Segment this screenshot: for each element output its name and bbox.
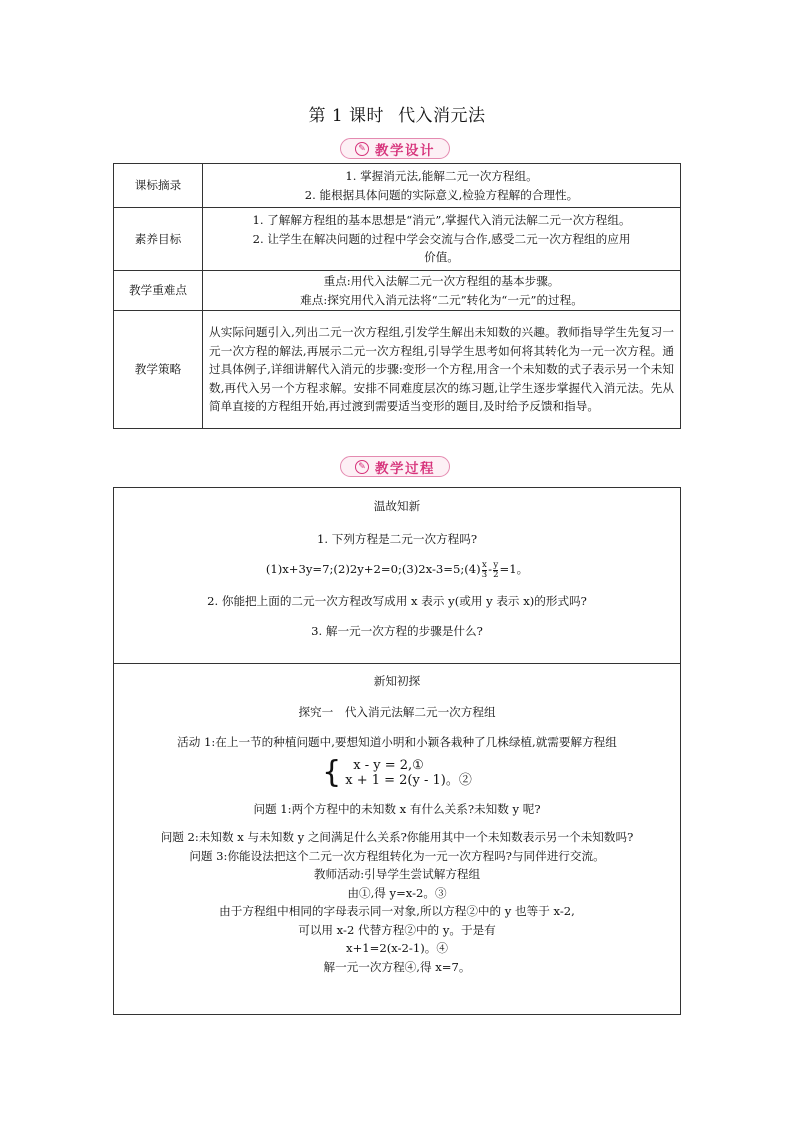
design-table bbox=[113, 163, 681, 429]
row-label: 课标摘录 bbox=[114, 164, 203, 208]
teaching-design-banner bbox=[340, 138, 450, 159]
lesson-topic: 代入消元法 bbox=[398, 106, 486, 126]
fraction: $\frac{y}{2}$ bbox=[493, 559, 499, 580]
equation-list: (1)x+3y=7;(2)2y+2=0;(3)2x-3=5;(4) $\frac{x}{3}$ - $\frac{y}{2}$ =1。 bbox=[265, 559, 529, 580]
section-heading: 新知初探 bbox=[373, 674, 421, 688]
row-label: 教学重难点 bbox=[114, 271, 203, 311]
book-icon: ✎ bbox=[355, 460, 369, 474]
design-row bbox=[114, 271, 681, 311]
row-content: 重点:用代入法解二元一次方程组的基本步骤。 难点:探究用代入消元法将“二元”转化为“一元”的过程。 bbox=[203, 271, 681, 311]
row-content: 1. 了解解方程组的基本思想是“消元”,掌握代入消元法解二元一次方程组。 2. 让学生在解决问题的过程中学会交流与合作,感受二元一次方程组的应用 价值。 bbox=[203, 208, 681, 271]
banner-label: 教学过程 bbox=[375, 460, 435, 477]
row-label: 素养目标 bbox=[114, 208, 203, 271]
equation-system: { x - y = 2,① x + 1 = 2(y - 1)。② bbox=[322, 754, 472, 790]
page-title bbox=[0, 101, 794, 126]
lesson-number: 第 1 课时 bbox=[308, 106, 385, 126]
row-label: 教学策略 bbox=[114, 311, 203, 429]
fraction: $\frac{x}{3}$ bbox=[481, 559, 488, 580]
new-knowledge-section: 新知初探 探究一 代入消元法解二元一次方程组 活动 1:在上一节的种植问题中,要想知道小明和小颖各栽种了几株绿植,就需要解方程组 { x - y = 2,① x + 1 = 2(y - 1)。② 问题 1:两个方程中的未知数 x 有什么关系?未知数 y 呢? 问题 2:未知数 x 与未知数 y 之间满足什么关系?你能用其中一个未知数表示另一个未知数吗? 问题 3:你能设法把这个二元一次方程组转化为一元一次方程吗?与同伴进行交流。 教师活动:引导学生尝试解方程组 由①,得 y=x-2。③ 由于方程组中相同的字母表示同一对象,所以方程②中的 y 也等于 x-2, 可以用 x-2 代替方程②中的 y。于是有 x+1=2(x-2-1)。④ 解一元一次方程④,得 x=7。 bbox=[114, 664, 681, 1015]
design-row bbox=[114, 311, 681, 429]
row-content: 1. 掌握消元法,能解二元一次方程组。 2. 能根据具体问题的实际意义,检验方程解的合理性。 bbox=[203, 164, 681, 208]
review-section: 温故知新 1. 下列方程是二元一次方程吗? (1)x+3y=7;(2)2y+2=0;(3)2x-3=5;(4) $\frac{x}{3}$ - $\frac{y}{2}$ =1。 2. 你能把上面的二元一次方程改写成用 x 表示 y(或用 y 表示 x)的形式吗? 3. 解一元一次方程的步骤是什么? bbox=[114, 488, 681, 664]
teaching-process-banner bbox=[340, 456, 450, 477]
section-heading: 温故知新 bbox=[373, 499, 421, 513]
process-table bbox=[113, 487, 681, 1015]
book-icon: ✎ bbox=[355, 142, 369, 156]
design-row bbox=[114, 208, 681, 271]
brace: { bbox=[322, 754, 342, 790]
banner-label: 教学设计 bbox=[375, 142, 435, 159]
design-row bbox=[114, 164, 681, 208]
row-content: 从实际问题引入,列出二元一次方程组,引发学生解出未知数的兴趣。教师指导学生先复习一元一次方程的解法,再展示二元一次方程组,引导学生思考如何将其转化为一元一次方程。通过具体例子,详细讲解代入消元的步骤:变形一个方程,用含一个未知数的式子表示另一个未知数,再代入另一个方程求解。安排不同难度层次的练习题,让学生逐步掌握代入消元法。先从简单直接的方程组开始,再过渡到需要适当变形的题目,及时给予反馈和指导。 bbox=[203, 311, 681, 429]
